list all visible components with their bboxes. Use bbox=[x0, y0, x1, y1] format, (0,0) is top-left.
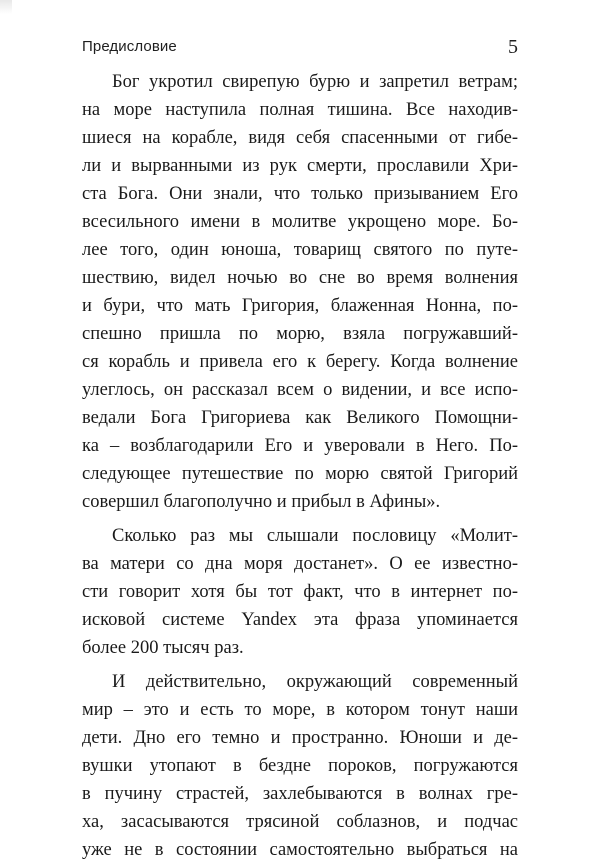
page-number: 5 bbox=[508, 36, 518, 58]
text-line: ста Бога. Они знали, что только призыванием Его bbox=[82, 184, 518, 204]
section-title: Предисловие bbox=[82, 38, 177, 55]
text-line: вушки утопают в бездне пороков, погружаются bbox=[82, 756, 518, 776]
text-line: сти говорит хотя бы тот факт, что в интернет по- bbox=[82, 582, 518, 602]
running-head bbox=[82, 36, 518, 60]
text-line: шиеся на корабле, видя себя спасенными от гибе- bbox=[82, 128, 518, 148]
paragraph-3 bbox=[82, 668, 518, 864]
text-line: ся корабль и привела его к берегу. Когда волнение bbox=[82, 352, 518, 372]
text-line: более 200 тысяч раз. bbox=[82, 638, 244, 658]
text-line: Бог укротил свирепую бурю и запретил ветрам; bbox=[112, 72, 518, 92]
paragraph-1 bbox=[82, 68, 518, 516]
text-line: ведали Бога Григориева как Великого Помощни- bbox=[82, 408, 518, 428]
text-line: и бури, что мать Григория, блаженная Нонна, по- bbox=[82, 296, 518, 316]
text-line: улеглось, он рассказал всем о видении, и все испо- bbox=[82, 380, 518, 400]
text-line: ка – возблагодарили Его и уверовали в Него. По- bbox=[82, 436, 518, 456]
text-line: лее того, один юноша, товарищ святого по путе- bbox=[82, 240, 518, 260]
text-line: ли и вырванными из рук смерти, прославили Хри- bbox=[82, 156, 518, 176]
body-text bbox=[82, 68, 518, 864]
paragraph-2 bbox=[82, 522, 518, 662]
text-line: ха, засасываются трясиной соблазнов, и подчас bbox=[82, 812, 518, 832]
text-line: следующее путешествие по морю святой Григорий bbox=[82, 464, 518, 484]
text-line: дети. Дно его темно и пространно. Юноши и де- bbox=[82, 728, 518, 748]
text-line: шествию, видел ночью во сне во время волнения bbox=[82, 268, 518, 288]
text-line: в пучину страстей, захлебываются в волнах гре- bbox=[82, 784, 518, 804]
text-line: мир – это и есть то море, в котором тонут наши bbox=[82, 700, 518, 720]
text-line: ва матери со дна моря достанет». О ее известно- bbox=[82, 554, 518, 574]
text-line: исковой системе Yandex эта фраза упоминается bbox=[82, 610, 518, 630]
text-line: уже не в состоянии самостоятельно выбраться на bbox=[82, 840, 518, 860]
text-line: И действительно, окружающий современный bbox=[112, 672, 518, 692]
scan-edge-mark bbox=[0, 0, 12, 14]
text-line: Сколько раз мы слышали пословицу «Молит- bbox=[112, 526, 518, 546]
text-line: на море наступила полная тишина. Все находив- bbox=[82, 100, 518, 120]
text-line: всесильного имени в молитве укрощено море. Бо- bbox=[82, 212, 518, 232]
text-line: совершил благополучно и прибыл в Афины». bbox=[82, 492, 441, 512]
text-line: спешно пришла по морю, взяла погружавший- bbox=[82, 324, 518, 344]
